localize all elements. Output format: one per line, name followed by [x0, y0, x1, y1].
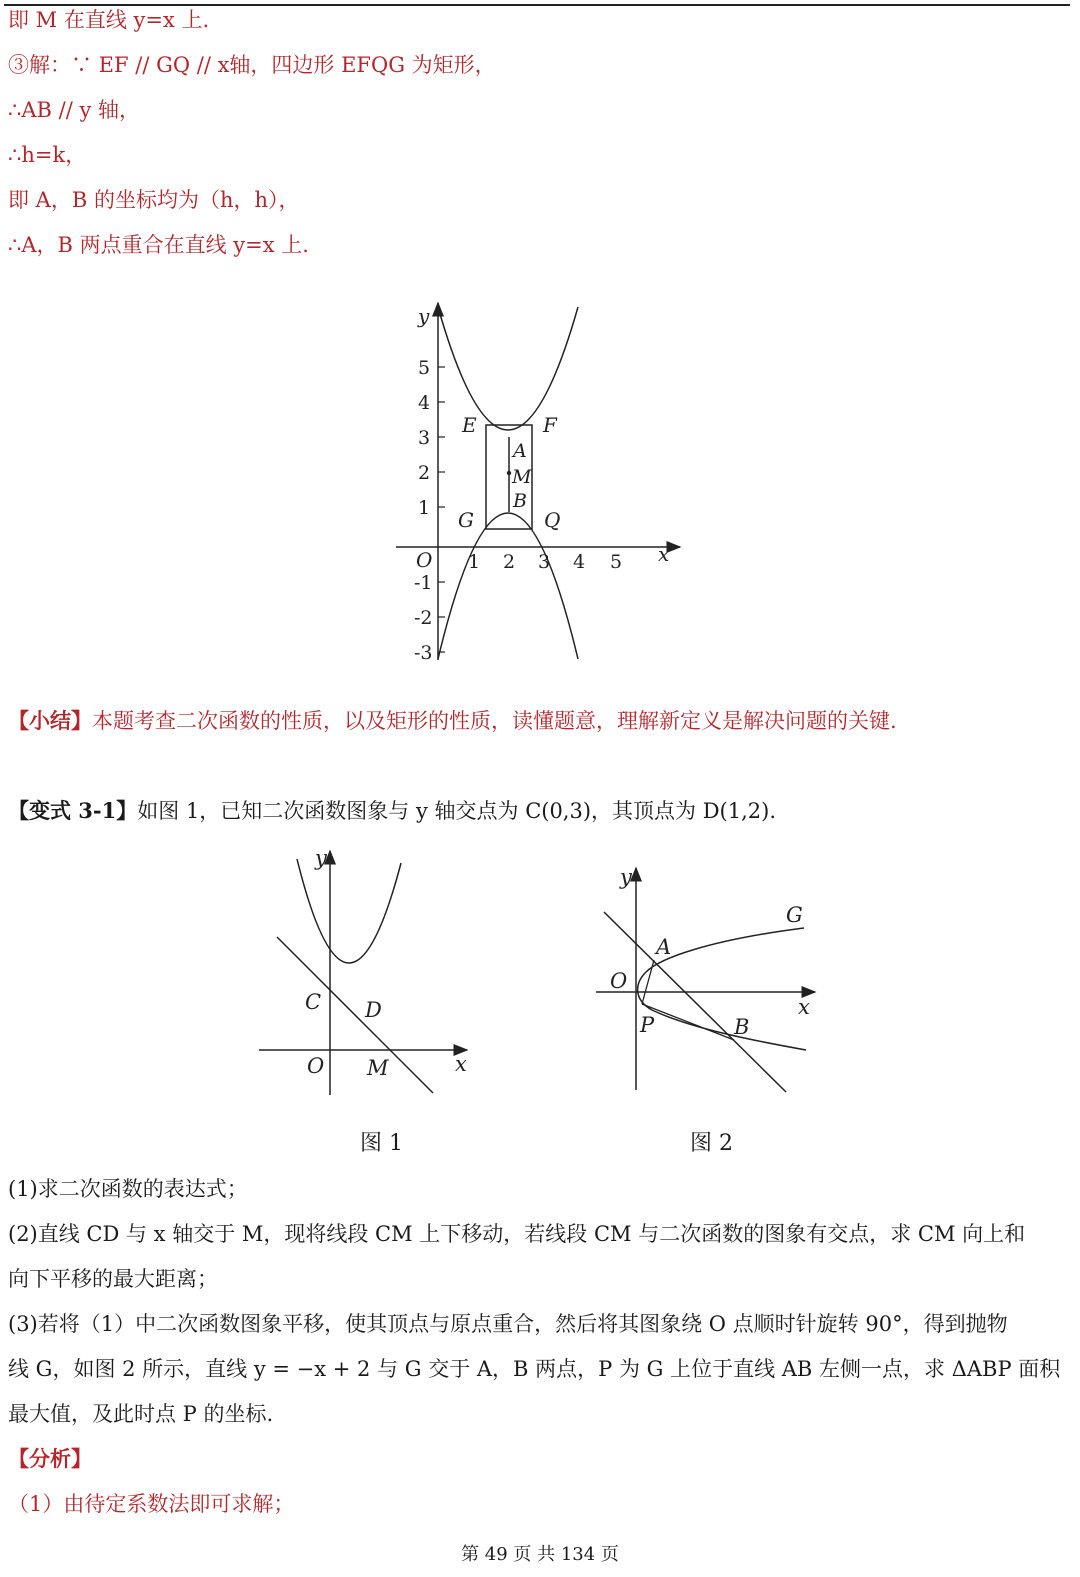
point-a-label: A	[513, 440, 527, 462]
question-3-line-1: (3)若将（1）中二次函数图象平移，使其顶点与原点重合，然后将其图象绕 O 点顺时针旋转 90°，得到抛物	[8, 1312, 1008, 1336]
fig1-point-c: C	[305, 990, 322, 1014]
y-tick-neg1: -1	[414, 572, 433, 594]
point-m-label: M	[512, 466, 532, 488]
fig2-y-label: y	[620, 865, 632, 889]
y-tick-neg2: -2	[414, 607, 433, 629]
fig1-point-d: D	[365, 998, 382, 1022]
y-tick-3: 3	[418, 427, 431, 449]
point-f-label: F	[543, 413, 557, 437]
solution-line-1: 即 M 在直线 y=x 上.	[8, 8, 210, 32]
x-axis-label: x	[658, 542, 670, 566]
fig1-point-m: M	[367, 1056, 389, 1080]
question-3-line-3: 最大值，及此时点 P 的坐标.	[8, 1402, 274, 1426]
variant-line	[8, 797, 776, 825]
fig2-point-b: B	[734, 1015, 750, 1039]
point-g-label: G	[458, 508, 474, 532]
y-tick-1: 1	[418, 497, 431, 519]
solution-line-2: ③解：∵ EF // GQ // x轴，四边形 EFQG 为矩形，	[8, 53, 496, 77]
solution-line-4: ∴h=k，	[8, 143, 87, 167]
fig2-x-label: x	[798, 995, 810, 1019]
variant-tag: 【变式 3-1】	[8, 798, 138, 823]
summary-tag: 【小结】	[8, 708, 92, 733]
x-tick-4: 4	[573, 551, 586, 573]
page-footer: 第 49 页 共 134 页	[461, 1544, 619, 1565]
analysis-step-1: （1）由待定系数法即可求解；	[8, 1492, 295, 1516]
fig1-parabola	[297, 859, 401, 963]
fig1-x-label: x	[455, 1052, 467, 1076]
fig2-point-a: A	[656, 935, 672, 959]
fig2-point-p: P	[640, 1013, 655, 1037]
point-q-label: Q	[544, 508, 561, 532]
question-3-line-2: 线 G，如图 2 所示，直线 y = −x + 2 与 G 交于 A，B 两点，P 为 G 上位于直线 AB 左侧一点，求 ΔABP 面积	[8, 1357, 1061, 1381]
fig1-origin-label: O	[307, 1054, 325, 1078]
x-tick-2: 2	[503, 551, 516, 573]
fig2-point-g: G	[786, 903, 803, 927]
figure-1	[255, 845, 480, 1100]
variant-text: 如图 1，已知二次函数图象与 y 轴交点为 C(0,3)，其顶点为 D(1,2).	[137, 799, 777, 823]
upper-parabola	[438, 307, 578, 430]
point-m-dot	[507, 471, 511, 475]
x-tick-3: 3	[538, 551, 551, 573]
figure-2-caption: 图 2	[690, 1131, 733, 1156]
y-tick-5: 5	[418, 357, 431, 379]
question-2-line-1: (2)直线 CD 与 x 轴交于 M，现将线段 CM 上下移动，若线段 CM 与二次函数的图象有交点，求 CM 向上和	[8, 1222, 1026, 1246]
y-tick-2: 2	[418, 462, 431, 484]
fig1-y-label: y	[315, 846, 327, 870]
summary-line	[8, 707, 897, 735]
y-axis-label: y	[418, 304, 430, 328]
question-1: (1)求二次函数的表达式；	[8, 1177, 248, 1201]
figure-rectangle-parabolas	[390, 295, 690, 665]
point-b-label: B	[513, 490, 527, 512]
origin-label: O	[416, 548, 433, 572]
y-tick-neg3: -3	[414, 642, 433, 664]
x-tick-1: 1	[468, 551, 481, 573]
summary-text: 本题考查二次函数的性质，以及矩形的性质，读懂题意，理解新定义是解决问题的关键.	[92, 709, 897, 733]
figure-1-caption: 图 1	[360, 1131, 403, 1156]
solution-line-3: ∴AB // y 轴，	[8, 98, 140, 122]
analysis-tag: 【分析】	[8, 1446, 92, 1471]
fig2-segment-pb	[642, 1004, 734, 1040]
solution-line-5: 即 A，B 的坐标均为（h，h），	[8, 188, 300, 212]
solution-line-6: ∴A，B 两点重合在直线 y=x 上.	[8, 233, 309, 257]
point-e-label: E	[462, 413, 477, 437]
fig2-segment-pa	[642, 960, 654, 1004]
x-tick-5: 5	[610, 551, 623, 573]
question-2-line-2: 向下平移的最大距离；	[8, 1267, 218, 1291]
fig1-line-cd	[277, 937, 433, 1093]
fig2-origin-label: O	[610, 969, 628, 993]
lower-parabola	[438, 513, 578, 659]
figure-2	[590, 860, 825, 1095]
y-tick-4: 4	[418, 392, 431, 414]
fig2-line-ab	[604, 912, 786, 1092]
